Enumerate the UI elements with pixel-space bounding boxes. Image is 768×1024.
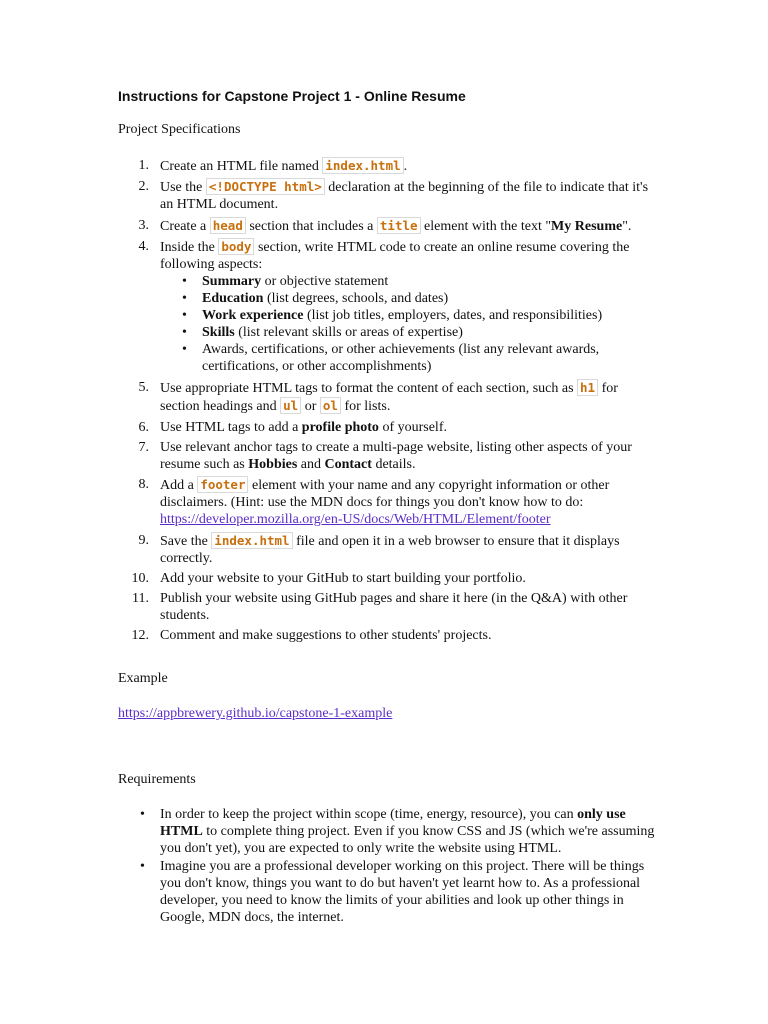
inline-code: head	[210, 217, 246, 234]
text-run: element with your name and any copyright information or other disclaimers. (Hint: use the MDN docs for things you don't know how to do:	[160, 478, 610, 510]
item-number: 4.	[138, 239, 149, 254]
text-run: Use HTML tags to add a	[160, 420, 302, 435]
text-run: (list job titles, employers, dates, and responsibilities)	[303, 308, 603, 323]
item-text	[160, 381, 618, 414]
bold-text: Hobbies	[248, 457, 298, 472]
item-number: 12.	[131, 628, 149, 643]
text-run: Awards, certifications, or other achievements (list any relevant awards, certifications, or other accomplishments)	[202, 342, 600, 374]
item-number: 2.	[138, 179, 149, 194]
item-text	[160, 478, 609, 527]
specification-list	[118, 157, 658, 647]
item-text	[160, 180, 648, 212]
text-run: Create an HTML file named	[160, 159, 323, 174]
text-run: or objective statement	[261, 274, 389, 289]
inline-code: h1	[577, 379, 598, 396]
item-text	[160, 420, 447, 435]
text-run: Publish your website using GitHub pages and share it here (in the Q&A) with other students.	[160, 591, 628, 623]
text-run: of yourself.	[378, 420, 447, 435]
inline-code: ul	[280, 397, 301, 414]
bold-text: only use HTML	[160, 807, 626, 839]
text-run: or	[301, 399, 320, 414]
mdn-footer-link[interactable]: https://developer.mozilla.org/en-US/docs/Web/HTML/Element/footer	[160, 512, 551, 527]
item-text	[160, 440, 632, 472]
bold-text: My Resume	[551, 219, 623, 234]
requirements-heading: Requirements	[118, 772, 196, 787]
text-run: details.	[371, 457, 416, 472]
sub-list-item	[160, 273, 658, 290]
text-run: file and open it in a web browser to ensure that it displays correctly.	[160, 534, 620, 566]
spec-item	[118, 238, 658, 375]
item-text	[160, 591, 627, 623]
text-run: Save the	[160, 534, 212, 549]
inline-code: ol	[320, 397, 341, 414]
bold-text: Work experience	[202, 308, 304, 323]
bold-text: Skills	[202, 325, 235, 340]
example-link[interactable]: https://appbrewery.github.io/capstone-1-example	[118, 706, 393, 721]
text-run: for lists.	[340, 399, 391, 414]
spec-item	[118, 217, 658, 235]
text-run: (list degrees, schools, and dates)	[263, 291, 449, 306]
spec-item	[118, 532, 658, 567]
requirement-item	[118, 858, 658, 926]
spec-item	[118, 439, 658, 473]
item-number: 10.	[131, 571, 149, 586]
item-number: 5.	[138, 380, 149, 395]
text-run: Create a	[160, 219, 210, 234]
item-text	[160, 219, 631, 234]
text-run: ".	[622, 219, 632, 234]
text-run: for section headings and	[160, 381, 618, 414]
text-run: to complete thing project. Even if you know CSS and JS (which we're assuming you don't yet), you are expected to only write the website using HTML.	[160, 824, 655, 856]
item-text	[160, 240, 629, 272]
item-number: 6.	[138, 420, 149, 435]
text-run: section, write HTML code to create an online resume covering the following aspects:	[160, 240, 630, 272]
bold-text: Summary	[202, 274, 262, 289]
text-run: element with the text "	[420, 219, 552, 234]
inline-code: title	[377, 217, 421, 234]
item-number: 8.	[138, 477, 149, 492]
item-number: 7.	[138, 440, 149, 455]
text-run: Use the	[160, 180, 206, 195]
spec-item	[118, 379, 658, 415]
text-run: .	[403, 159, 408, 174]
sub-list-item	[160, 307, 658, 324]
sub-list-item	[160, 290, 658, 307]
item-text	[160, 628, 491, 643]
text-run: Add a	[160, 478, 198, 493]
text-run: (list relevant skills or areas of expertise)	[234, 325, 463, 340]
spec-item	[118, 627, 658, 644]
item-number: 3.	[138, 218, 149, 233]
inline-code: body	[218, 238, 254, 255]
text-run: and	[297, 457, 325, 472]
sub-list-item	[160, 341, 658, 375]
inline-code: index.html	[322, 157, 403, 174]
item-number: 9.	[138, 533, 149, 548]
spec-item	[118, 419, 658, 436]
spec-item	[118, 476, 658, 528]
spec-heading: Project Specifications	[118, 122, 241, 137]
item-text	[160, 571, 526, 586]
text-run: Inside the	[160, 240, 219, 255]
text-run: Use appropriate HTML tags to format the content of each section, such as	[160, 381, 578, 396]
text-run: Comment and make suggestions to other students' projects.	[160, 628, 492, 643]
text-run: Use relevant anchor tags to create a multi-page website, listing other aspects of your resume such as	[160, 440, 632, 472]
text-run: Add your website to your GitHub to start building your portfolio.	[160, 571, 526, 586]
item-number: 11.	[132, 591, 149, 606]
bold-text: profile photo	[301, 420, 379, 435]
text-run: In order to keep the project within scope (time, energy, resource), you can	[160, 807, 578, 822]
document-title: Instructions for Capstone Project 1 - Online Resume	[118, 88, 466, 104]
bold-text: Education	[202, 291, 264, 306]
bold-text: Contact	[324, 457, 372, 472]
inline-code: index.html	[211, 532, 292, 549]
requirement-item	[118, 806, 658, 857]
example-heading: Example	[118, 671, 168, 686]
spec-item	[118, 157, 658, 175]
spec-item	[118, 570, 658, 587]
inline-code: footer	[197, 476, 248, 493]
item-text	[160, 534, 620, 566]
sub-list-item	[160, 324, 658, 341]
sub-list	[160, 273, 658, 375]
text-run: declaration at the beginning of the file to indicate that it's an HTML document.	[160, 180, 649, 212]
spec-item	[118, 178, 658, 213]
text-run: section that includes a	[245, 219, 377, 234]
spec-item	[118, 590, 658, 624]
text-run: Imagine you are a professional developer working on this project. There will be things you don't know, things you want to do but haven't yet learnt how to. As a professional developer, you need to know the limits of your abilities and look up other things in Google, MDN docs, the internet.	[160, 859, 645, 925]
item-text	[160, 159, 407, 174]
inline-code: <!DOCTYPE html>	[206, 178, 325, 195]
item-number: 1.	[138, 158, 149, 173]
requirements-list	[118, 806, 658, 927]
